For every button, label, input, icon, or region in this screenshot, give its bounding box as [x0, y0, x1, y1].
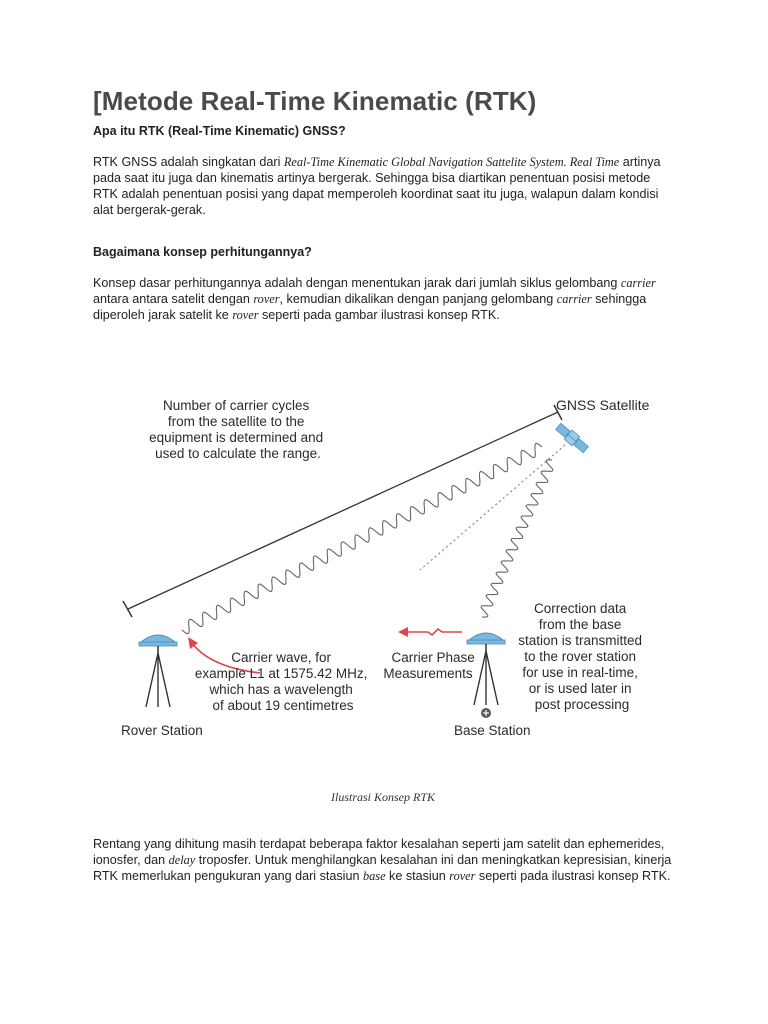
text-span: Rentang yang dihitung masih terdapat beberapa faktor kesalahan seperti jam satelit dan ephemerides, ionosfer, dan — [93, 837, 665, 867]
text-span: ke stasiun — [385, 869, 450, 883]
note-line: for use in real-time, — [522, 665, 638, 680]
phase-arrow — [408, 629, 462, 635]
note-line: example L1 at 1575.42 MHz, — [194, 666, 368, 681]
text-span: seperti pada gambar ilustrasi konsep RTK. — [258, 308, 500, 322]
question-heading-how: Bagaimana konsep perhitungannya? — [93, 245, 312, 259]
rtk-illustration — [110, 385, 650, 745]
note-line: Carrier wave, for — [231, 650, 332, 665]
paragraph-errors — [93, 836, 678, 884]
phase-note — [383, 650, 478, 681]
paragraph-definition — [93, 154, 678, 218]
carrier-wave — [182, 443, 542, 633]
note-line: Carrier Phase — [391, 650, 475, 665]
cycles-note — [149, 398, 327, 461]
question-heading-what: Apa itu RTK (Real-Time Kinematic) GNSS? — [93, 124, 346, 138]
satellite-base-link — [420, 445, 565, 570]
note-line: Number of carrier cycles — [162, 398, 310, 413]
note-line: which has a wavelength — [209, 682, 353, 697]
rover-antenna-icon — [139, 635, 177, 707]
note-line: from the base — [538, 617, 622, 632]
base-carrier-wave — [481, 460, 553, 617]
figure-caption: Ilustrasi Konsep RTK — [330, 790, 435, 804]
page-title: [Metode Real-Time Kinematic (RTK) — [93, 86, 537, 116]
italic-term: rover — [232, 308, 259, 322]
note-line: to the rover station — [524, 649, 637, 664]
italic-term: Real-Time Kinematic Global Navigation Sattelite System. Real Time — [283, 155, 620, 169]
italic-term: carrier — [556, 292, 592, 306]
italic-term: rover — [449, 869, 476, 883]
italic-term: rover — [253, 292, 280, 306]
italic-term: base — [362, 869, 386, 883]
note-line: used to calculate the range. — [155, 446, 321, 461]
range-tick-rover — [123, 601, 132, 617]
note-line: of about 19 centimetres — [212, 698, 354, 713]
note-line: Correction data — [533, 601, 627, 616]
text-span: , kemudian dikalikan dengan panjang gelombang — [279, 292, 557, 306]
note-line: station is transmitted — [518, 633, 643, 648]
text-span: troposfer. Untuk menghilangkan kesalahan ini dan meningkatkan kepresisian, kinerja RTK memerlukan pengukuran yang dari stasiun — [93, 853, 672, 883]
note-line: Measurements — [383, 666, 473, 681]
text-span: sehingga diperoleh jarak satelit ke — [93, 292, 647, 322]
note-line: or is used later in — [528, 681, 632, 696]
base-label: Base Station — [454, 723, 531, 738]
paragraph-concept — [93, 275, 678, 323]
phase-arrowhead — [398, 627, 408, 637]
text-span: RTK GNSS adalah singkatan dari — [93, 155, 284, 169]
correction-note — [518, 601, 646, 712]
text-span: artinya pada saat itu juga dan kinematis artinya bergerak. Sehingga bisa diartikan penentuan posisi metode RTK adalah penentuan posisi yang dapat memperoleh koordinat saat itu juga, walapun dalam kondisi alat bergerak-gerak. — [93, 155, 661, 217]
text-span: antara antara satelit dengan — [93, 292, 254, 306]
text-span: seperti pada ilustrasi konsep RTK. — [475, 869, 671, 883]
satellite-label: GNSS Satellite — [556, 397, 650, 413]
note-line: from the satellite to the — [167, 414, 305, 429]
text-span: Konsep dasar perhitungannya adalah dengan menentukan jarak dari jumlah siklus gelombang — [93, 276, 621, 290]
note-line: post processing — [534, 697, 630, 712]
italic-term: carrier — [620, 276, 656, 290]
rover-label: Rover Station — [121, 723, 203, 738]
italic-term: delay — [168, 853, 196, 867]
base-antenna-icon — [467, 633, 505, 718]
carrier-wave-note — [195, 650, 371, 713]
note-line: equipment is determined and — [149, 430, 324, 445]
